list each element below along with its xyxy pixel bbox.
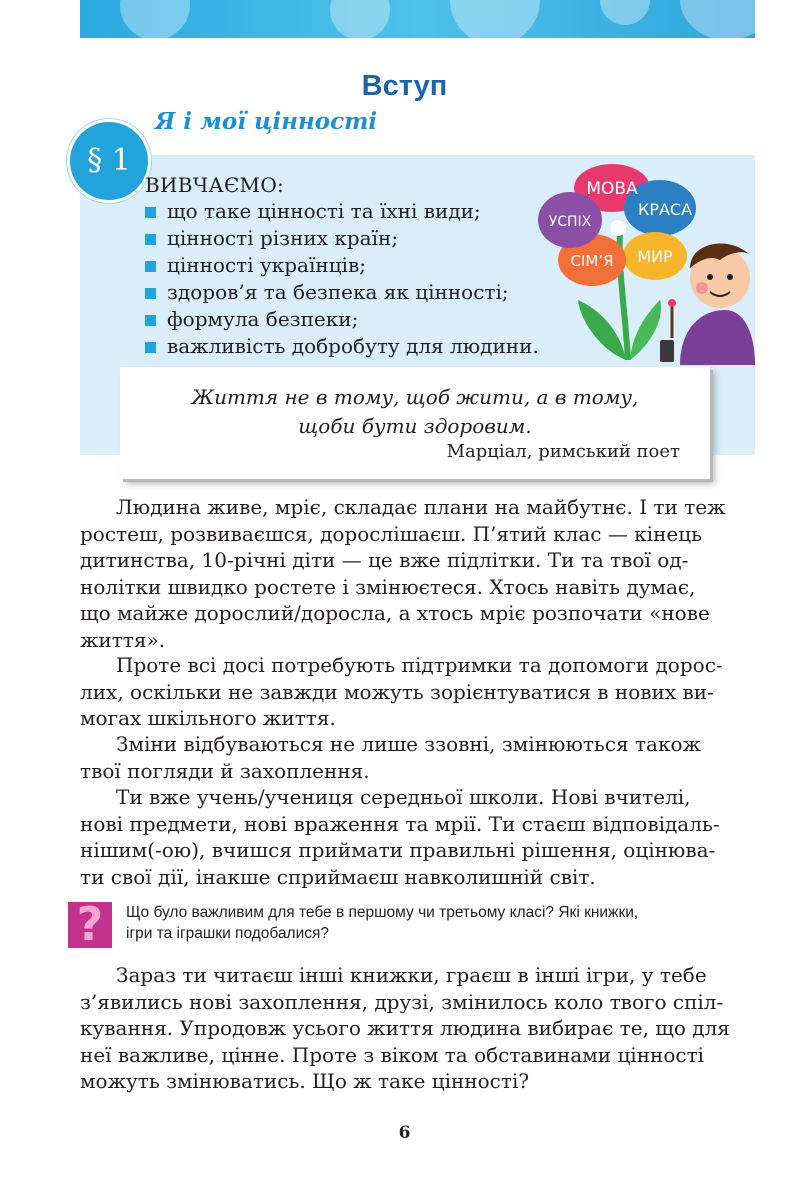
section-number-badge: § 1	[67, 119, 151, 203]
petal-label: МИР	[637, 247, 673, 266]
banner-bubble	[450, 0, 540, 38]
quote-line: щоби бути здоровим.	[298, 414, 532, 438]
study-list-item: цінності українців;	[145, 252, 539, 279]
quote-text	[120, 383, 710, 441]
petal-label: СІМ’Я	[570, 252, 614, 270]
study-list-item: цінності різних країн;	[145, 225, 539, 252]
text-line: могах шкільного життя.	[80, 706, 336, 730]
text-line: можуть змінюватись. Що ж таке цінності?	[80, 1069, 530, 1093]
values-flower-illustration	[530, 160, 755, 365]
text-line: Людина живе, мріє, складає плани на майбутнє. І ти теж	[116, 495, 726, 519]
text-line: ростеш, розвиваєшся, дорослішаєш. П’ятий клас — кінець	[80, 521, 702, 546]
question-line: Що було важливим для тебе в першому чи третьому класі? Які книжки,	[126, 904, 639, 921]
question-mark-icon	[68, 898, 112, 950]
study-list-item: здоров’я та безпека як цінності;	[145, 279, 539, 306]
section-title: Я і мої цінності	[155, 108, 378, 135]
flower-center	[610, 220, 626, 236]
banner-bubble	[120, 0, 190, 38]
text-line: кування. Упродовж усього життя людина вибирає те, що для	[80, 1016, 730, 1040]
text-line: Ти вже учень/учениця середньої школи. Нові вчителі,	[116, 785, 691, 809]
question-prompt	[126, 902, 756, 944]
paragraph-4	[80, 784, 755, 890]
paragraph-3	[80, 731, 755, 784]
quote-line: Життя не в тому, щоб жити, а в тому,	[191, 385, 639, 409]
text-line: лих, оскільки не завжди можуть зорієнтуватися в нових ви-	[80, 679, 714, 704]
study-list-item: формула безпеки;	[145, 306, 539, 333]
text-line: з’явились нові захоплення, друзі, змінилось коло твого спіл-	[80, 989, 724, 1014]
study-list	[145, 198, 539, 360]
flower-leaf	[630, 300, 661, 360]
svg-text:?: ?	[76, 898, 104, 950]
question-line: ігри та іграшки подобалися?	[126, 925, 329, 942]
study-heading: ВИВЧАЄМО:	[145, 173, 285, 197]
text-line: дитинства, 10-річні діти — це вже підлітки. Ти та твої од-	[80, 548, 689, 572]
petal-label: КРАСА	[637, 200, 693, 219]
text-line: Зміни відбуваються не лише ззовні, змінюються також	[116, 732, 701, 756]
page-title: Вступ	[361, 70, 448, 102]
paragraph-1	[80, 494, 755, 653]
text-line: що майже дорослий/доросла, а хтось мріє розпочати «нове	[80, 601, 710, 625]
study-list-item: важливість добробуту для людини.	[145, 333, 539, 360]
study-list-item: що таке цінності та їхні види;	[145, 198, 539, 225]
text-line: життя».	[80, 627, 166, 652]
text-line: твої погляди й захоплення.	[80, 758, 370, 783]
text-line: Зараз ти читаєш інші книжки, граєш в інші ігри, у тебе	[116, 963, 707, 987]
paragraph-2	[80, 652, 755, 732]
top-banner	[80, 0, 755, 38]
petal-label: УСПІХ	[548, 214, 592, 230]
banner-bubble	[600, 0, 650, 25]
page-number: 6	[398, 1123, 411, 1143]
banner-bubble	[330, 0, 390, 38]
petal-label: МОВА	[586, 179, 638, 199]
text-line: нолітки швидко ростете і змінюєтеся. Хтось навіть думає,	[80, 574, 696, 599]
text-line: нові предмети, нові враження та мрії. Ти стаєш відповідаль-	[80, 811, 720, 836]
text-line: ти свої дії, інакше сприймаєш навколишній світ.	[80, 864, 596, 889]
banner-bubble	[680, 0, 755, 38]
text-line: Проте всі досі потребують підтримки та допомоги дорос-	[116, 653, 723, 677]
text-line: неї важливе, цінне. Проте з віком та обставинами цінності	[80, 1042, 705, 1067]
flower-leaf	[578, 300, 626, 360]
text-line: нішим(-ою), вчишся приймати правильні рішення, оцінюва-	[80, 838, 716, 862]
paragraph-5	[80, 962, 755, 1095]
quote-author: Марціал, римський поет	[446, 441, 680, 462]
